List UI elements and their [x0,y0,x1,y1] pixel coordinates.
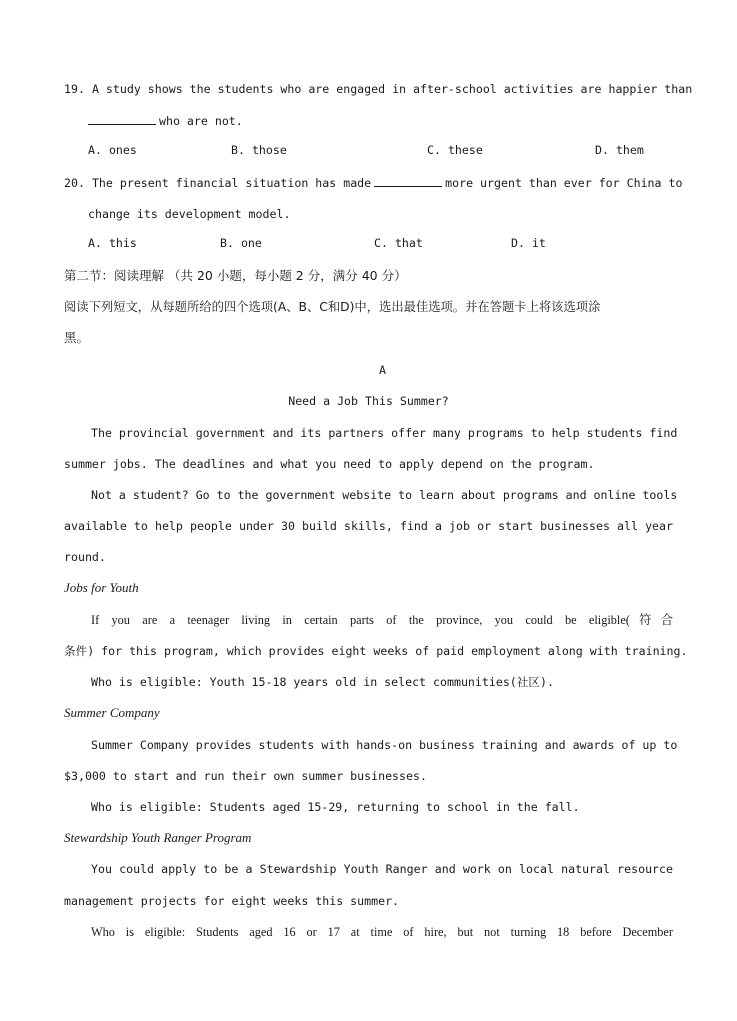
section-instruction-line2: 黑。 [64,330,90,345]
summer-line2: $3,000 to start and run their own summer businesses. [64,769,427,783]
steward-line1: You could apply to be a Stewardship Youth Ranger and work on local natural resource [91,862,673,876]
q19-stem-rest: who are not. [159,114,243,128]
passage-p2-line3: round. [64,550,106,564]
q19-blank[interactable] [88,112,156,125]
q19-line2 [88,112,673,130]
jobs-line2: 条件) for this program, which provides eight weeks of paid employment along with training. [64,644,688,658]
jobs-heading: Jobs for Youth [64,580,139,595]
q19-option-a[interactable]: A. ones [88,143,137,157]
q20-blank[interactable] [374,174,442,187]
steward-heading: Stewardship Youth Ranger Program [64,830,252,845]
passage-p1-line2: summer jobs. The deadlines and what you need to apply depend on the program. [64,457,595,471]
passage-p2-line2: available to help people under 30 build skills, find a job or start businesses all year [64,519,673,533]
q19-option-b[interactable]: B. those [231,143,287,157]
passage-p2-line1: Not a student? Go to the government website to learn about programs and online tools [91,488,678,502]
summer-line1: Summer Company provides students with hands-on business training and awards of up to [91,738,678,752]
passage-p1-line1: The provincial government and its partners offer many programs to help students find [91,426,678,440]
q19-stem: A study shows the students who are engaged in after-school activities are happier than [91,82,693,96]
passage-letter: A [379,363,386,377]
q20-stem-pre: The present financial situation has made [91,176,372,190]
steward-line2: management projects for eight weeks this summer. [64,894,400,908]
summer-heading: Summer Company [64,705,160,720]
jobs-line1: If you are a teenager living in certain parts of the province, you could be eligible(符合 [91,613,673,627]
summer-eligible: Who is eligible: Students aged 15-29, returning to school in the fall. [91,800,580,814]
jobs-eligible: Who is eligible: Youth 15-18 years old in select communities(社区). [91,675,554,689]
q20-line2: change its development model. [88,207,291,221]
steward-eligible: Who is eligible: Students aged 16 or 17 at time of hire, but not turning 18 before December [91,925,673,939]
q19-option-c[interactable]: C. these [427,143,483,157]
q20-line1 [64,174,683,192]
q20-option-a[interactable]: A. this [88,236,137,250]
q20-option-d[interactable]: D. it [511,236,546,250]
q20-number: 20. [64,176,85,190]
q20-stem-post: more urgent than ever for China to [445,176,683,190]
q19-line1 [64,80,693,98]
q20-option-b[interactable]: B. one [220,236,262,250]
q19-number: 19. [64,82,85,96]
section-instruction-line1: 阅读下列短文，从每题所给的四个选项(A、B、C和D)中，选出最佳选项。并在答题卡上将该选项涂 [64,300,601,314]
section-heading: 第二节：阅读理解 （共 20 小题，每小题 2 分，满分 40 分） [64,268,407,283]
q20-option-c[interactable]: C. that [374,236,423,250]
q19-option-d[interactable]: D. them [595,143,644,157]
passage-title: Need a Job This Summer? [288,394,449,408]
